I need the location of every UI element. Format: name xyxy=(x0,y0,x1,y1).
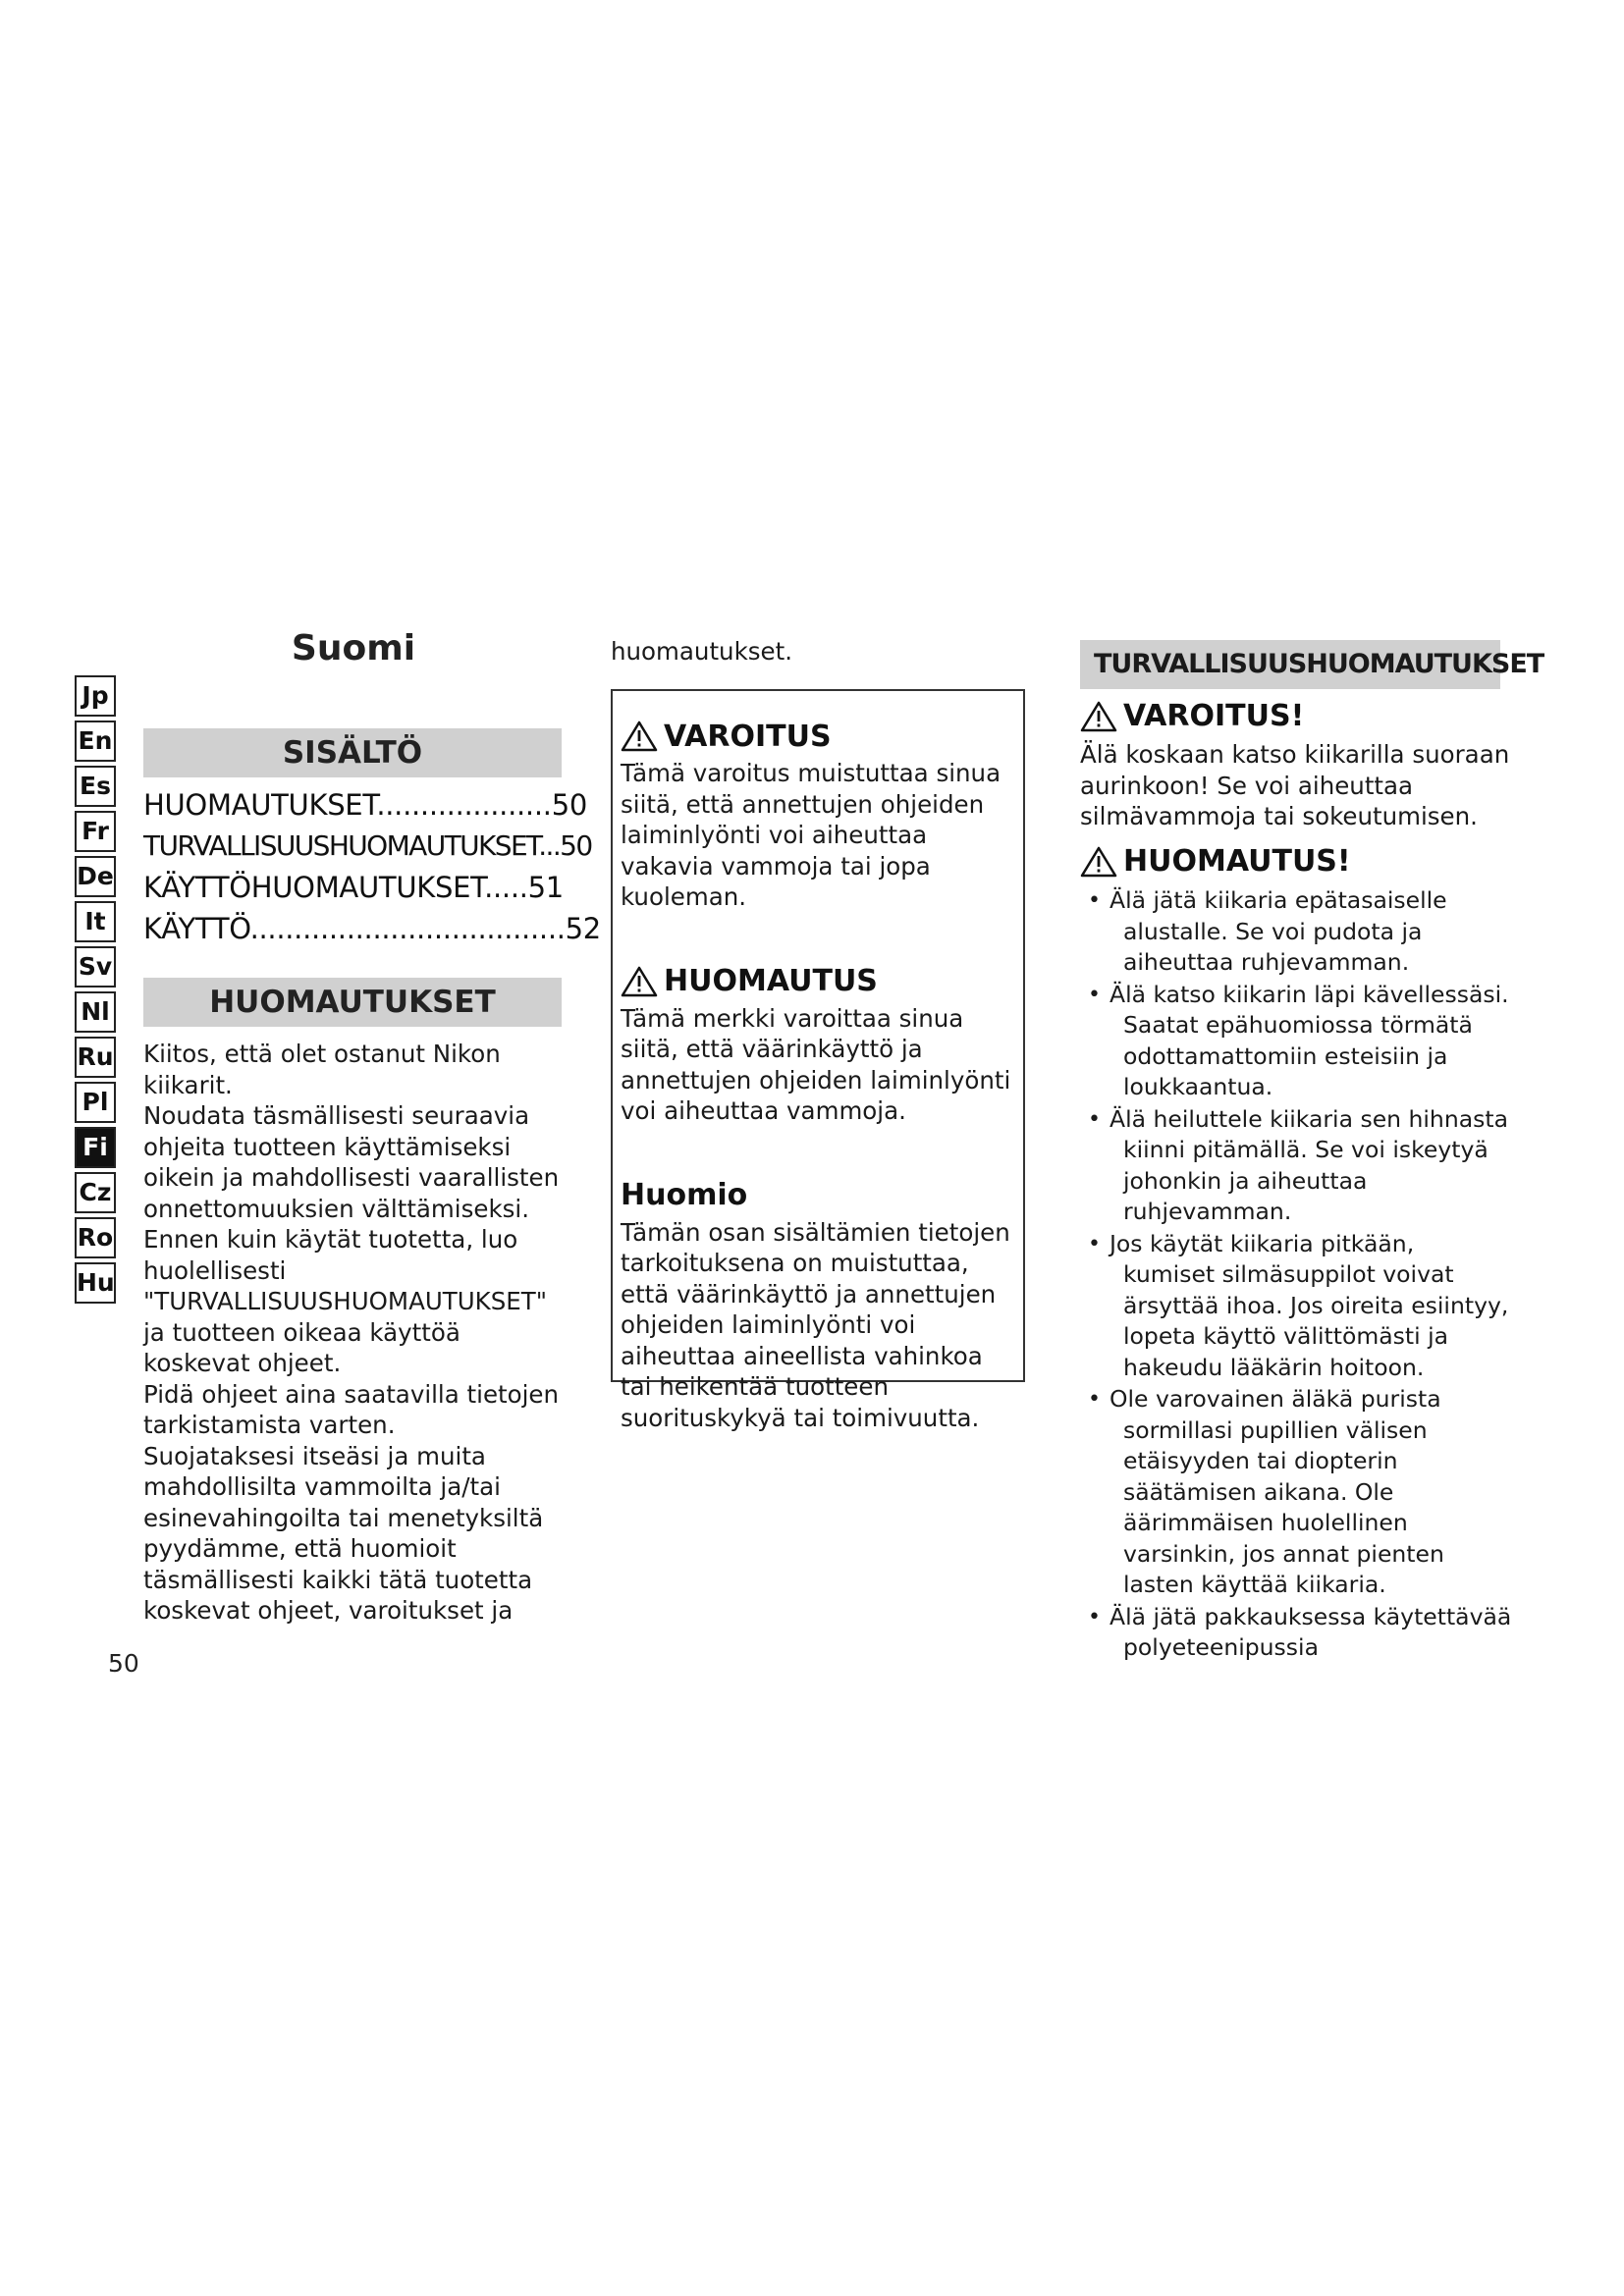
caution-text: Tämä merkki varoittaa sinua siitä, että väärinkäyttö ja annettujen ohjeiden laiminlyönti voi aiheuttaa vammoja. xyxy=(621,1003,1011,1125)
safety-caution-heading: HUOMAUTUS! xyxy=(1080,844,1351,879)
list-item: • Älä jätä pakkauksessa käytettävää polyeteenipussia xyxy=(1088,1602,1512,1661)
safety-warning-text: Älä koskaan katso kiikarilla suoraan aurinkoon! Se voi aiheuttaa silmävammoja tai sokeutumisen. xyxy=(1080,740,1510,830)
safety-warning-heading: VAROITUS! xyxy=(1080,699,1304,733)
warning-triangle-icon xyxy=(621,720,658,753)
notes-paragraph: Suojataksesi itseäsi ja muita mahdollisilta vammoilta ja/tai esinevahingoilta tai menetyksiltä pyydämme, että huomioit täsmällisesti kaikki tätä tuotetta koskevat ohjeet, varoitukset ja xyxy=(143,1441,544,1625)
lang-tab-nl[interactable]: Nl xyxy=(75,991,116,1033)
lang-tab-it[interactable]: It xyxy=(75,901,116,942)
toc-entry[interactable]: TURVALLISUUSHUOMAUTUKSET...50 xyxy=(143,829,592,862)
warning-heading: VAROITUS xyxy=(621,715,1013,758)
safety-heading: TURVALLISUUSHUOMAUTUKSET xyxy=(1080,640,1500,689)
notice-symbols-box xyxy=(611,689,1025,1432)
lang-tab-es[interactable]: Es xyxy=(75,766,116,807)
lang-tab-de[interactable]: De xyxy=(75,856,116,897)
notes-paragraph: Pidä ohjeet aina saatavilla tietojen tarkistamista varten. xyxy=(143,1379,560,1439)
page-number: 50 xyxy=(108,1649,139,1678)
notes-heading: HUOMAUTUKSET xyxy=(143,978,562,1027)
contents-heading: SISÄLTÖ xyxy=(143,728,562,777)
toc-entry[interactable]: HUOMAUTUKSET....................50 xyxy=(143,788,587,822)
notes-body xyxy=(143,1039,568,1627)
lang-tab-pl[interactable]: Pl xyxy=(75,1082,116,1123)
lang-tab-en[interactable]: En xyxy=(75,721,116,762)
list-item: • Älä jätä kiikaria epätasaiselle alustalle. Se voi pudota ja aiheuttaa ruhjevamman. xyxy=(1088,886,1447,976)
note-heading: Huomio xyxy=(621,1178,748,1212)
lang-tab-fi[interactable]: Fi xyxy=(75,1127,116,1168)
lang-tab-jp[interactable]: Jp xyxy=(75,675,116,717)
caution-triangle-icon xyxy=(621,965,658,998)
warning-triangle-icon xyxy=(1080,700,1117,733)
lang-tab-ro[interactable]: Ro xyxy=(75,1217,116,1258)
notes-paragraph: Noudata täsmällisesti seuraavia ohjeita tuotteen käyttämiseksi oikein ja mahdollisesti vaarallisten onnettomuuksien välttämiseksi. xyxy=(143,1101,560,1223)
notes-paragraph: Kiitos, että olet ostanut Nikon kiikarit. xyxy=(143,1040,501,1099)
lang-tab-sv[interactable]: Sv xyxy=(75,946,116,988)
toc-entry[interactable]: KÄYTTÖHUOMAUTUKSET.....51 xyxy=(143,871,564,904)
notes-paragraph: Ennen kuin käytät tuotetta, luo huolellisesti "TURVALLISUUSHUOMAUTUKSET" ja tuotteen oikeaa käyttöä koskevat ohjeet. xyxy=(143,1225,547,1377)
safety-bullet-list xyxy=(1080,885,1512,1665)
lang-tab-ru[interactable]: Ru xyxy=(75,1037,116,1078)
lang-tab-hu[interactable]: Hu xyxy=(75,1262,116,1304)
list-item: • Älä katso kiikarin läpi kävellessäsi. Saatat epähuomiossa törmätä odottamattomiin esteisiin ja loukkaantua. xyxy=(1088,980,1509,1100)
warning-text: Tämä varoitus muistuttaa sinua siitä, että annettujen ohjeiden laiminlyönti voi aiheuttaa vakavia vammoja tai jopa kuoleman. xyxy=(621,759,1001,911)
caution-heading: HUOMAUTUS xyxy=(621,960,1013,1003)
list-item: • Älä heiluttele kiikaria sen hihnasta kiinni pitämällä. Se voi iskeytyä johonkin ja aiheuttaa ruhjevamman. xyxy=(1088,1104,1508,1225)
toc-entry[interactable]: KÄYTTÖ....................................52 xyxy=(143,912,601,945)
list-item: • Jos käytät kiikaria pitkään, kumiset silmäsuppilot voivat ärsyttää ihoa. Jos oireita esiintyy, lopeta käyttö välittömästi ja hakeudu lääkärin hoitoon. xyxy=(1088,1229,1509,1381)
lang-tab-fr[interactable]: Fr xyxy=(75,811,116,852)
language-title: Suomi xyxy=(291,628,416,668)
notes-continuation: huomautukset. xyxy=(611,637,793,666)
caution-triangle-icon xyxy=(1080,845,1117,879)
note-text: Tämän osan sisältämien tietojen tarkoituksena on muistuttaa, että väärinkäyttö ja annettujen ohjeiden laiminlyönti voi aiheuttaa aineellista vahinkoa tai heikentää tuotteen suorituskykyä tai toimivuutta. xyxy=(621,1217,1010,1432)
table-of-contents xyxy=(143,784,601,949)
list-item: • Ole varovainen äläkä purista sormillasi pupillien välisen etäisyyden tai diopterin säätämisen aikana. Ole äärimmäisen huolellinen varsinkin, jos annat pienten lasten käyttää kiikaria. xyxy=(1088,1385,1444,1598)
lang-tab-cz[interactable]: Cz xyxy=(75,1172,116,1213)
